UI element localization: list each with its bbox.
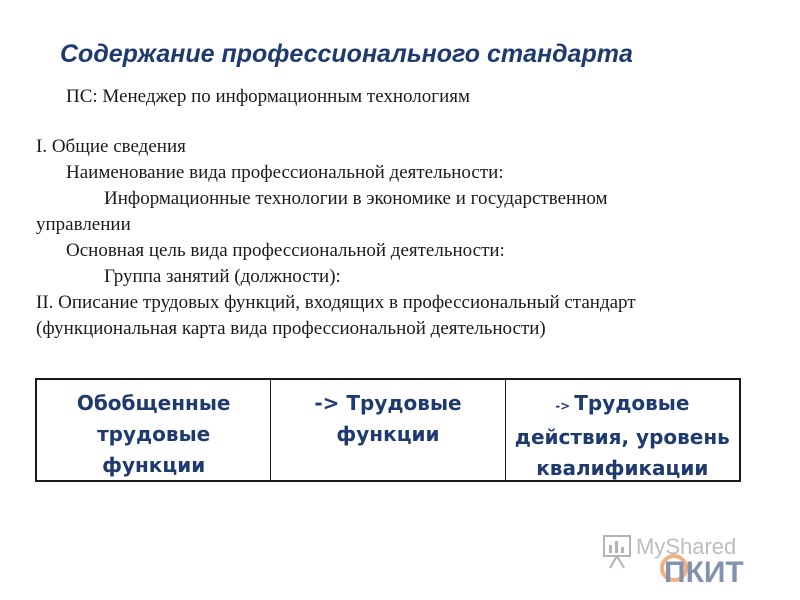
section-functions-subheading: (функциональная карта вида профессиональной деятельности) <box>36 318 546 339</box>
watermark-logo-text: ПКИТ <box>664 556 744 586</box>
watermark <box>600 528 780 586</box>
activity-goal-label: Основная цель вида профессиональной деятельности: <box>66 240 505 261</box>
arrow-icon: -> <box>555 399 571 413</box>
labor-functions-cell <box>270 380 504 480</box>
labor-actions-text <box>515 388 730 484</box>
section-functions-heading: II. Описание трудовых функций, входящих в профессиональный стандарт <box>36 292 636 313</box>
watermark-graphic <box>600 528 780 586</box>
watermark-brand-text: MyShared <box>636 534 737 559</box>
activity-name-value-continued: управлении <box>36 214 131 235</box>
ps-line: ПС: Менеджер по информационным технологиям <box>66 86 471 107</box>
generalized-functions-cell <box>37 380 270 480</box>
section-general-heading: I. Общие сведения <box>36 136 186 157</box>
slide-body <box>36 84 756 342</box>
activity-name-value: Информационные технологии в экономике и государственном <box>104 188 608 209</box>
presentation-board-icon <box>604 536 630 568</box>
labor-actions-cell <box>505 380 739 480</box>
labor-functions-text: -> Трудовые функции <box>314 391 462 446</box>
labor-actions-label: Трудовые действия, уровень квалификации <box>514 391 730 480</box>
slide-title: Содержание профессионального стандарта <box>60 40 633 68</box>
generalized-functions-text: Обобщенные трудовые функции <box>76 391 231 477</box>
occupation-group-label: Группа занятий (должности): <box>104 266 341 287</box>
activity-name-label: Наименование вида профессиональной деятельности: <box>66 162 504 183</box>
functions-table <box>35 378 741 482</box>
